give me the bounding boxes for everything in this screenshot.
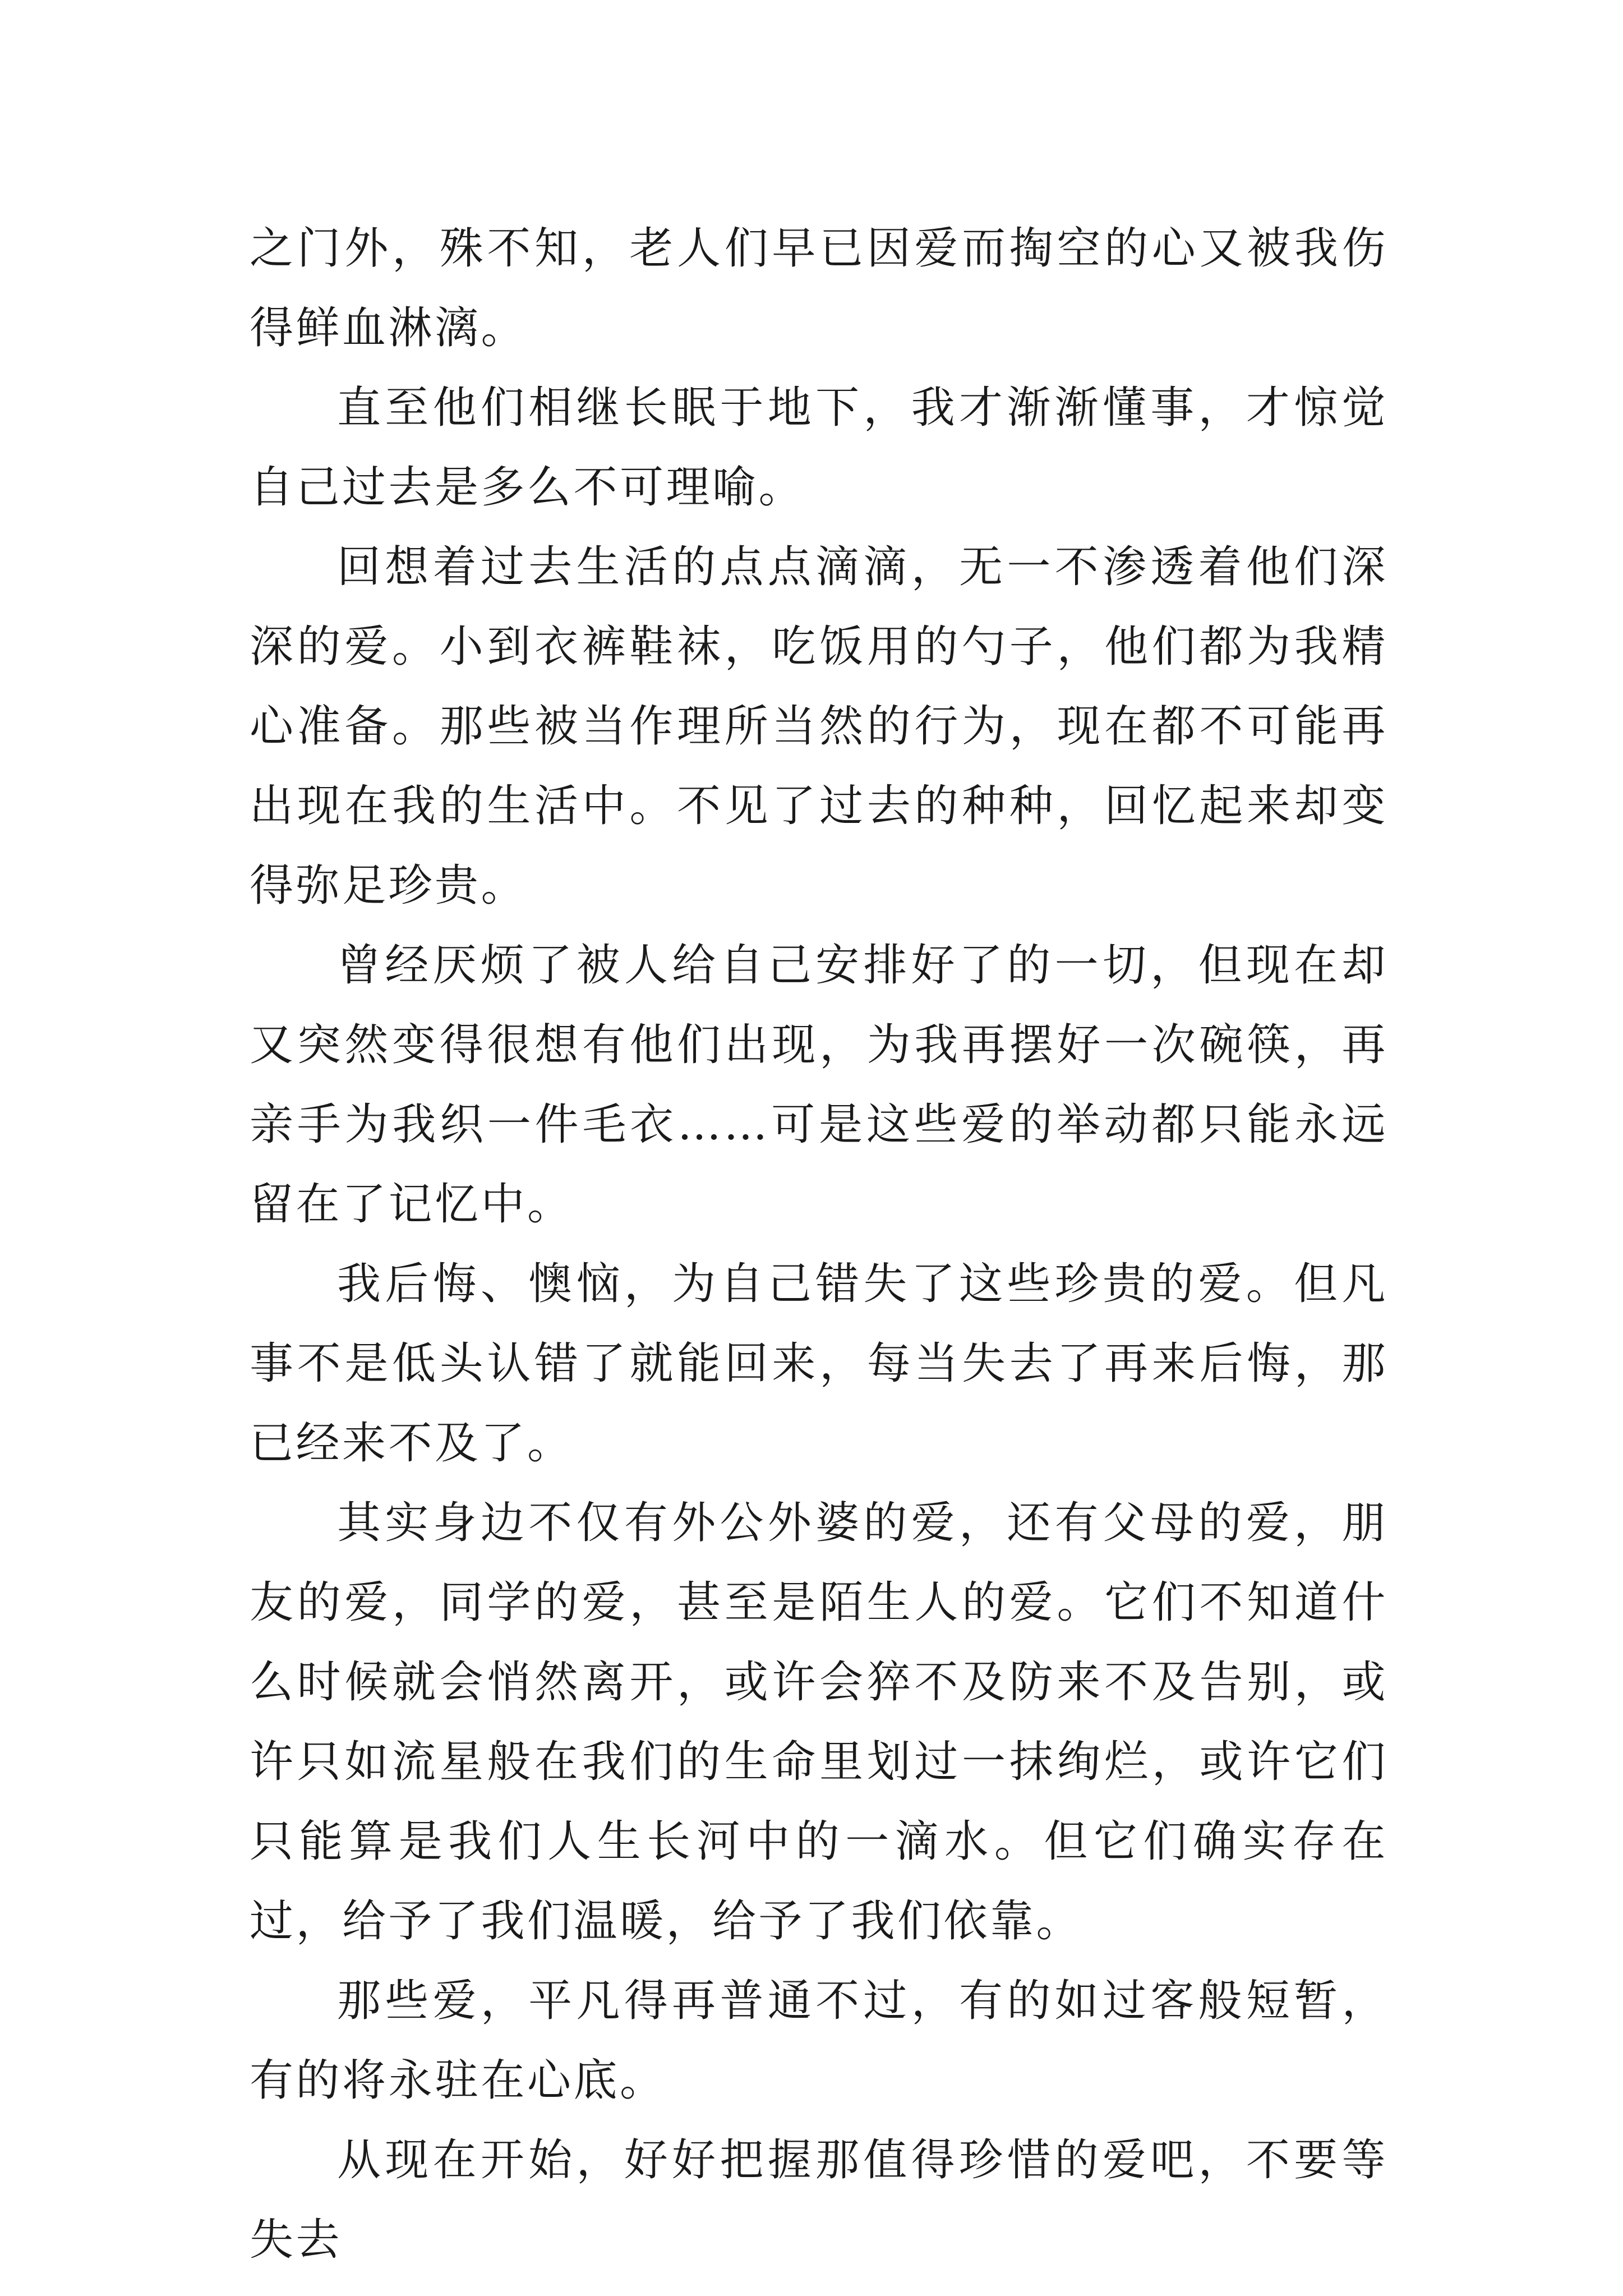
paragraph: 那些爱，平凡得再普通不过，有的如过客般短暂，有的将永驻在心底。 — [250, 1976, 1388, 2106]
paragraph: 回想着过去生活的点点滴滴，无一不渗透着他们深深的爱。小到衣裤鞋袜，吃饭用的勺子，他们都为我精心准备。那些被当作理所当然的行为，现在都不可能再出现在我的生活中。不见了过去的种种，回忆起来却变得弥足珍贵。 — [250, 542, 1388, 911]
body-text — [250, 209, 1388, 2280]
paragraph: 直至他们相继长眠于地下，我才渐渐懂事，才惊觉自己过去是多么不可理喻。 — [250, 383, 1388, 513]
paragraph: 从现在开始，好好把握那值得珍惜的爱吧，不要等失去 — [250, 2135, 1388, 2265]
paragraph: 其实身边不仅有外公外婆的爱，还有父母的爱，朋友的爱，同学的爱，甚至是陌生人的爱。它们不知道什么时候就会悄然离开，或许会猝不及防来不及告别，或许只如流星般在我们的生命里划过一抹绚烂，或许它们只能算是我们人生长河中的一滴水。但它们确实存在过，给予了我们温暖，给予了我们依靠。 — [250, 1498, 1388, 1947]
paragraph-continued: 之门外，殊不知，老人们早已因爱而掏空的心又被我伤得鲜血淋漓。 — [250, 223, 1388, 353]
paragraph: 曾经厌烦了被人给自己安排好了的一切，但现在却又突然变得很想有他们出现，为我再摆好一次碗筷，再亲手为我织一件毛衣……可是这些爱的举动都只能永远留在了记忆中。 — [250, 940, 1388, 1230]
paragraph: 我后悔、懊恼，为自己错失了这些珍贵的爱。但凡事不是低头认错了就能回来，每当失去了再来后悔，那已经来不及了。 — [250, 1259, 1388, 1469]
